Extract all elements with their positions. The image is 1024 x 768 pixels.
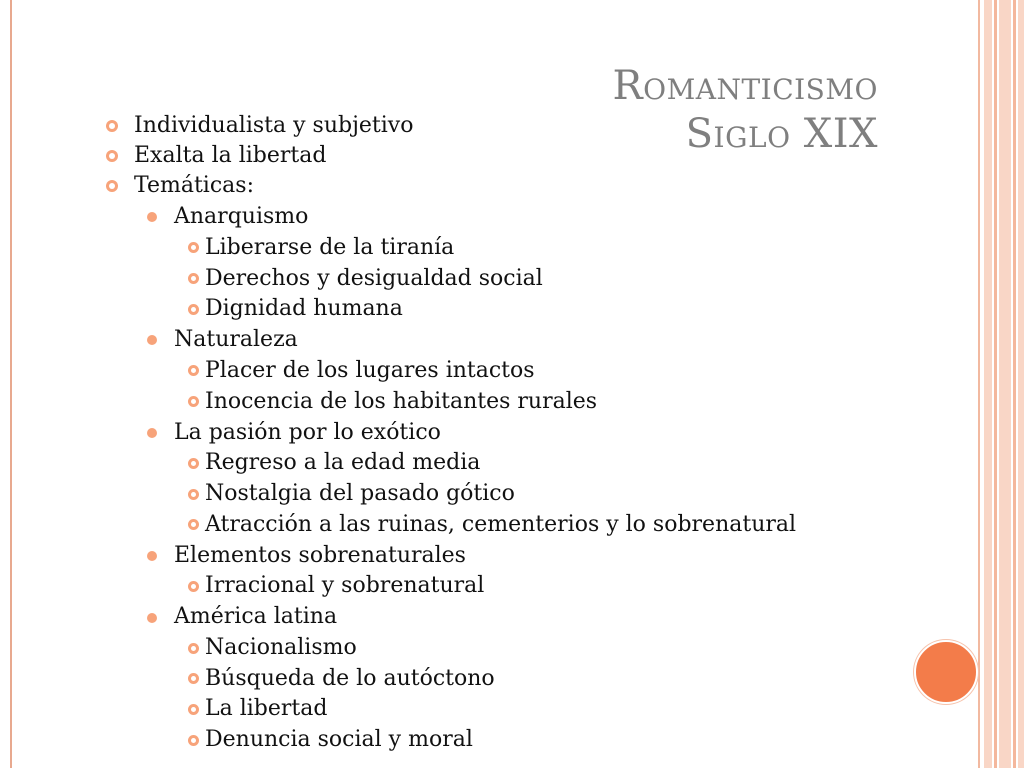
ring-bullet-icon — [188, 735, 199, 746]
bullet-level3: La libertad — [205, 696, 328, 721]
title-line-1: Romanticismo — [612, 63, 878, 109]
right-stripe — [978, 0, 980, 768]
title-line-2: Siglo XIX — [685, 111, 878, 157]
ring-bullet-icon — [106, 150, 118, 162]
bullet-level2: La pasión por lo exótico — [174, 420, 441, 445]
bullet-level2: Naturaleza — [174, 327, 298, 352]
dot-bullet-icon — [147, 335, 157, 345]
bullet-level3: Derechos y desigualdad social — [205, 266, 543, 291]
ring-bullet-icon — [188, 396, 199, 407]
bullet-level3: Placer de los lugares intactos — [205, 358, 535, 383]
right-stripe — [984, 0, 992, 768]
bullet-level3: Nacionalismo — [205, 635, 357, 660]
ring-bullet-icon — [188, 581, 199, 592]
ring-bullet-icon — [188, 489, 199, 500]
bullet-level3: Búsqueda de lo autóctono — [205, 666, 495, 691]
bullet-level3: Atracción a las ruinas, cementerios y lo sobrenatural — [205, 512, 797, 537]
right-stripe — [994, 0, 997, 768]
ring-bullet-icon — [188, 365, 199, 376]
right-stripe — [1013, 0, 1016, 768]
ring-bullet-icon — [188, 304, 199, 315]
bullet-level1: Temáticas: — [134, 173, 254, 198]
right-stripe — [1018, 0, 1024, 768]
bullet-level1: Exalta la libertad — [134, 143, 327, 168]
ring-bullet-icon — [188, 458, 199, 469]
ring-bullet-icon — [188, 704, 199, 715]
dot-bullet-icon — [147, 428, 157, 438]
ring-bullet-icon — [188, 673, 199, 684]
ring-bullet-icon — [106, 180, 118, 192]
bullet-level2: Anarquismo — [174, 204, 309, 229]
dot-bullet-icon — [147, 212, 157, 222]
bullet-level3: Regreso a la edad media — [205, 450, 481, 475]
dot-bullet-icon — [147, 613, 157, 623]
bullet-level1: Individualista y subjetivo — [134, 113, 414, 138]
orange-circle-decoration-icon — [914, 640, 978, 704]
bullet-level3: Nostalgia del pasado gótico — [205, 481, 515, 506]
bullet-level3: Irracional y sobrenatural — [205, 573, 485, 598]
bullet-level3: Liberarse de la tiranía — [205, 235, 455, 260]
bullet-level3: Dignidad humana — [205, 296, 403, 321]
ring-bullet-icon — [188, 643, 199, 654]
bullet-level3: Inocencia de los habitantes rurales — [205, 389, 598, 414]
ring-bullet-icon — [106, 120, 118, 132]
left-border-line — [10, 0, 12, 768]
bullet-level2: Elementos sobrenaturales — [174, 543, 466, 568]
dot-bullet-icon — [147, 551, 157, 561]
ring-bullet-icon — [188, 273, 199, 284]
right-stripe — [999, 0, 1011, 768]
ring-bullet-icon — [188, 519, 199, 530]
bullet-level3: Denuncia social y moral — [205, 727, 473, 752]
ring-bullet-icon — [188, 242, 199, 253]
slide-title — [613, 62, 879, 158]
bullet-level2: América latina — [174, 604, 338, 629]
